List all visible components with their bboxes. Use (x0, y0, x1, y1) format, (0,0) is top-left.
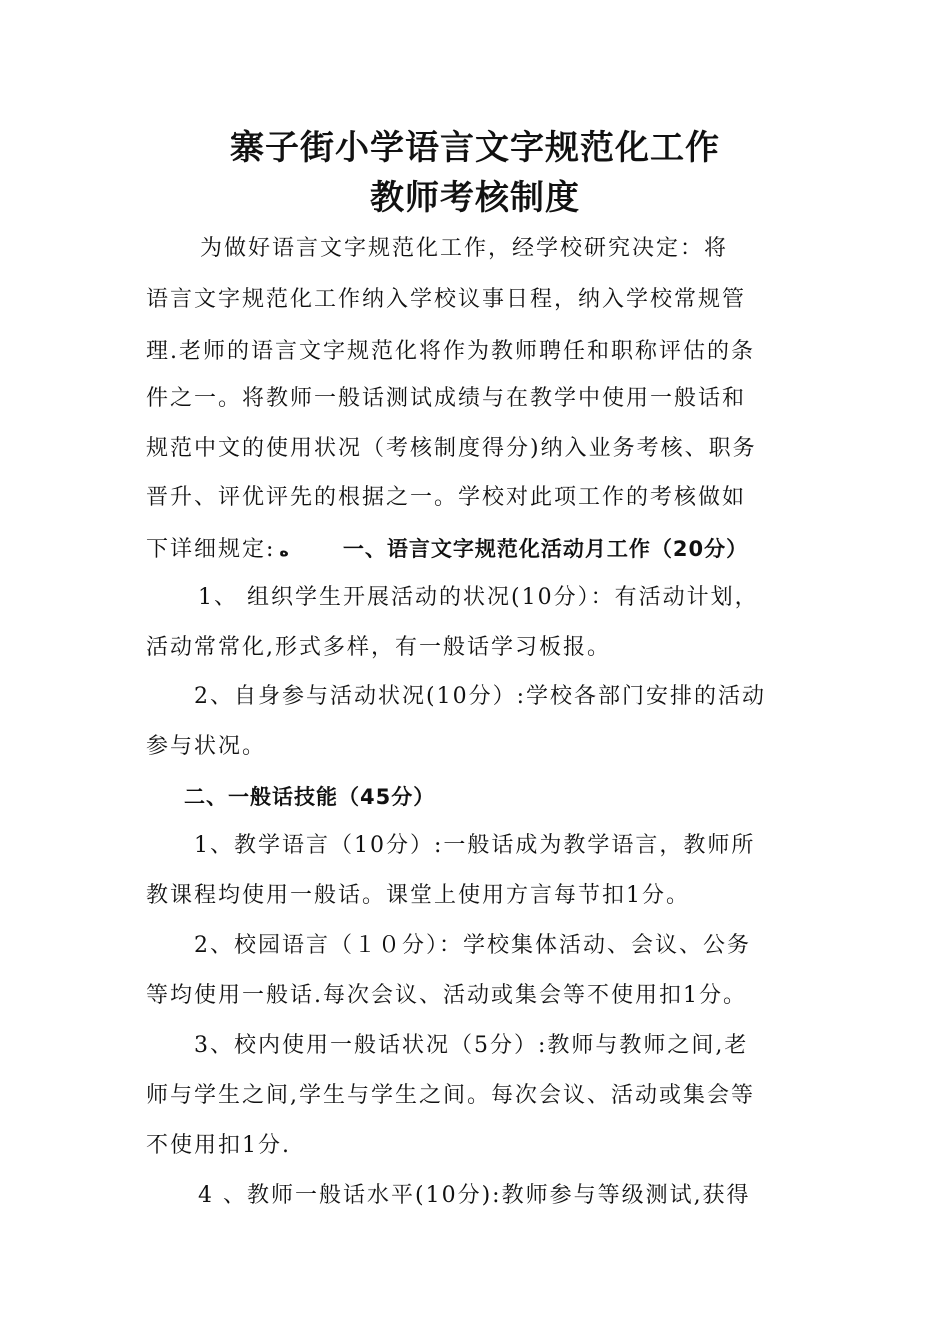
document-title-line1: 寨子街小学语言文字规范化工作 (230, 128, 720, 168)
section2-heading: 二、一般话技能（45分） (184, 785, 436, 809)
intro-mark: ه (279, 541, 289, 560)
s2-item1-line2: 教课程均使用一般话。课堂上使用方言每节扣1分。 (146, 883, 690, 908)
intro-line-7 (146, 534, 748, 566)
intro-line-7-text: 下详细规定: (146, 537, 276, 562)
s2-item1-line1: 1、教学语言（10分）:一般话成为教学语言，教师所 (194, 833, 756, 858)
intro-line-2: 语言文字规范化工作纳入学校议事日程，纳入学校常规管 (146, 287, 747, 312)
section1-heading: 一、语言文字规范化活动月工作（20分） (342, 537, 749, 561)
s2-item2-line2: 等均使用一般话.每次会议、活动或集会等不使用扣1分。 (146, 983, 747, 1008)
s2-item3-line2: 师与学生之间,学生与学生之间。每次会议、活动或集会等 (146, 1083, 755, 1108)
intro-line-4: 件之一。将教师一般话测试成绩与在教学中使用一般话和 (146, 386, 747, 411)
intro-line-3: 理.老师的语言文字规范化将作为教师聘任和职称评估的条 (146, 339, 755, 364)
s1-item2-line1: 2、自身参与活动状况(10分）:学校各部门安排的活动 (194, 684, 766, 709)
s1-item1-line2: 活动常常化,形式多样，有一般话学习板报。 (146, 635, 611, 660)
s2-item3-line1: 3、校内使用一般话状况（5分）:教师与教师之间,老 (194, 1033, 749, 1058)
s2-item4-line1: 4 、教师一般话水平(10分):教师参与等级测试,获得 (198, 1183, 751, 1208)
intro-line-5: 规范中文的使用状况（考核制度得分)纳入业务考核、职务 (146, 436, 757, 461)
s2-item3-line3: 不使用扣1分. (146, 1133, 291, 1158)
s1-item1-line1: 1、 组织学生开展活动的状况(10分）：有活动计划， (198, 585, 759, 610)
document-title-line2: 教师考核制度 (370, 178, 580, 218)
s1-item2-line2: 参与状况。 (146, 734, 267, 759)
intro-line-1: 为做好语言文字规范化工作，经学校研究决定：将 (200, 236, 729, 261)
intro-line-6: 晋升、评优评先的根据之一。学校对此项工作的考核做如 (146, 485, 747, 510)
s2-item2-line1: 2、校园语言（１０分）：学校集体活动、会议、公务 (194, 933, 751, 958)
